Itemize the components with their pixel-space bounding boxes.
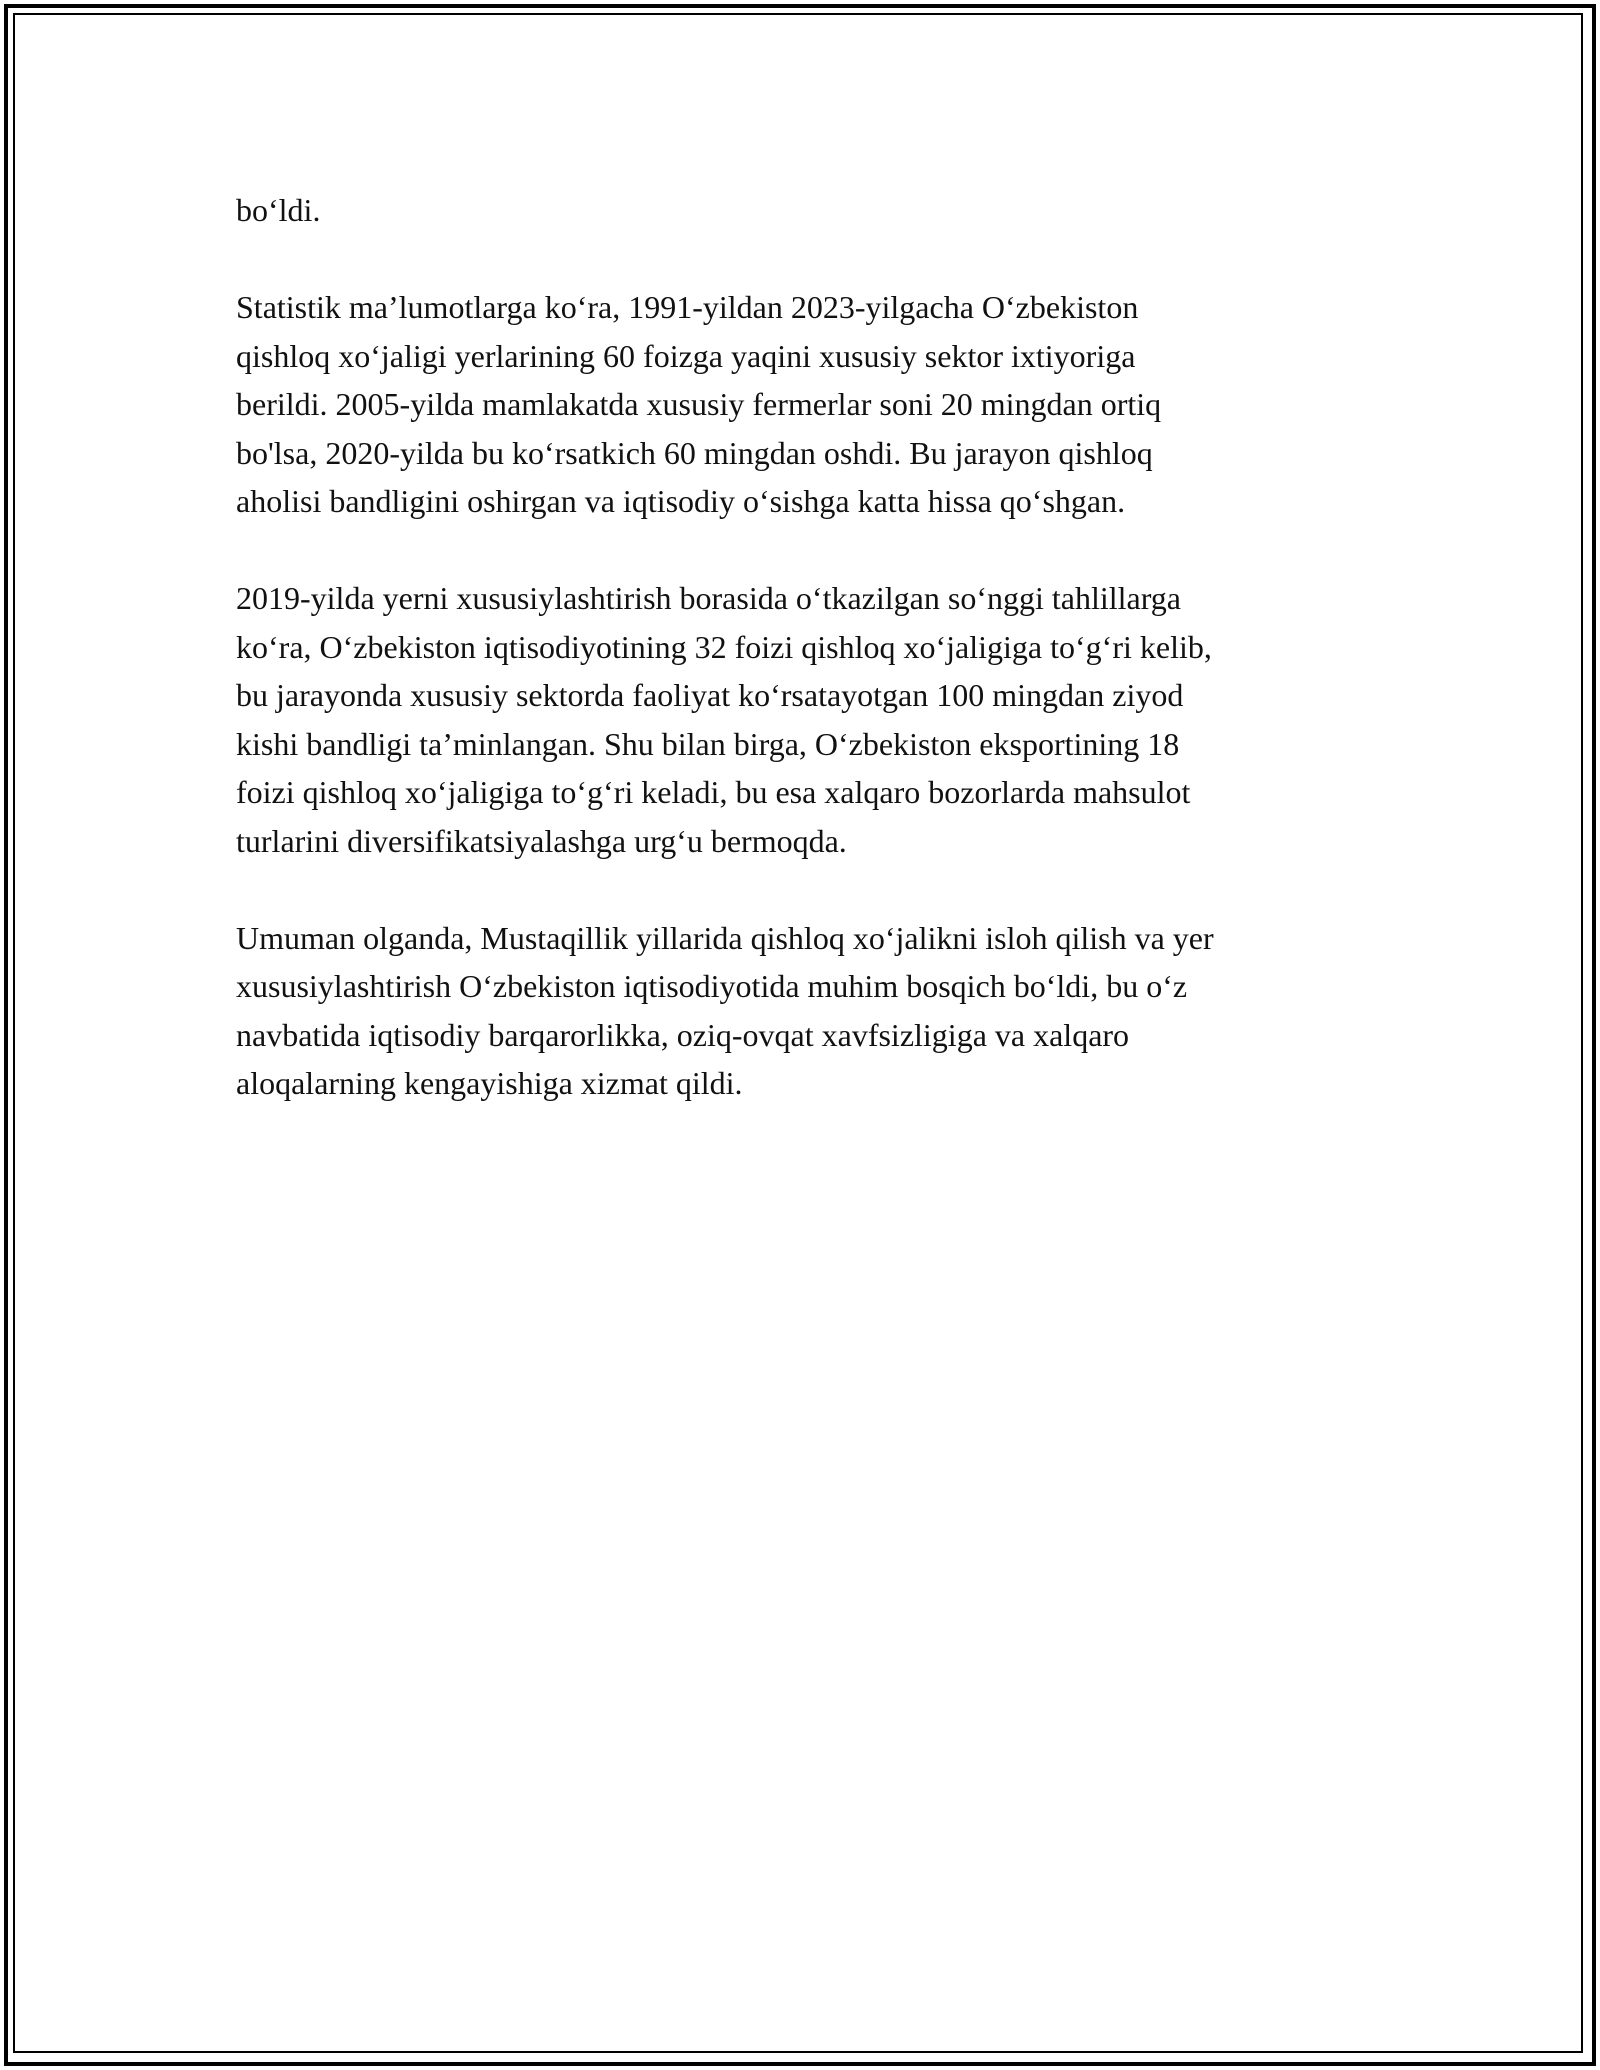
text-line: navbatida iqtisodiy barqarorlikka, oziq-ovqat xavfsizligiga va xalqaro [236, 1016, 1130, 1053]
text-line: kishi bandligi ta’minlangan. Shu bilan birga, O‘zbekiston eksportining 18 [236, 725, 1180, 762]
paragraph-1 [236, 186, 1386, 235]
text-line: bo'lsa, 2020-yilda bu ko‘rsatkich 60 mingdan oshdi. Bu jarayon qishloq [236, 434, 1153, 471]
text-line: berildi. 2005-yilda mamlakatda xususiy fermerlar soni 20 mingdan ortiq [236, 386, 1162, 422]
paragraph-3 [236, 574, 1386, 865]
text-line: xususiylashtirish O‘zbekiston iqtisodiyotida muhim bosqich bo‘ldi, bu o‘z [236, 968, 1188, 1004]
text-line: bo‘ldi. [236, 192, 321, 228]
text-line: ko‘ra, O‘zbekiston iqtisodiyotining 32 foizi qishloq xo‘jaligiga to‘g‘ri kelib, [236, 628, 1212, 665]
paragraph-4 [236, 914, 1386, 1108]
text-line: Umuman olganda, Mustaqillik yillarida qishloq xo‘jalikni isloh qilish va yer [236, 919, 1214, 956]
text-line: foizi qishloq xo‘jaligiga to‘g‘ri keladi, bu esa xalqaro bozorlarda mahsulot [236, 774, 1191, 810]
text-line: qishloq xo‘jaligi yerlarining 60 foizga yaqini xususiy sektor ixtiyoriga [236, 337, 1136, 374]
text-line: bu jarayonda xususiy sektorda faoliyat ko‘rsatayotgan 100 mingdan ziyod [236, 677, 1184, 713]
text-line: aloqalarning kengayishiga xizmat qildi. [236, 1065, 743, 1101]
document-body [236, 186, 1386, 1156]
paragraph-2 [236, 283, 1386, 526]
text-line: turlarini diversifikatsiyalashga urg‘u bermoqda. [236, 822, 847, 859]
text-line: Statistik ma’lumotlarga ko‘ra, 1991-yildan 2023-yilgacha O‘zbekiston [236, 289, 1139, 325]
text-line: aholisi bandligini oshirgan va iqtisodiy o‘sishga katta hissa qo‘shgan. [236, 483, 1126, 519]
text-line: 2019-yilda yerni xususiylashtirish borasida o‘tkazilgan so‘nggi tahlillarga [236, 580, 1181, 616]
